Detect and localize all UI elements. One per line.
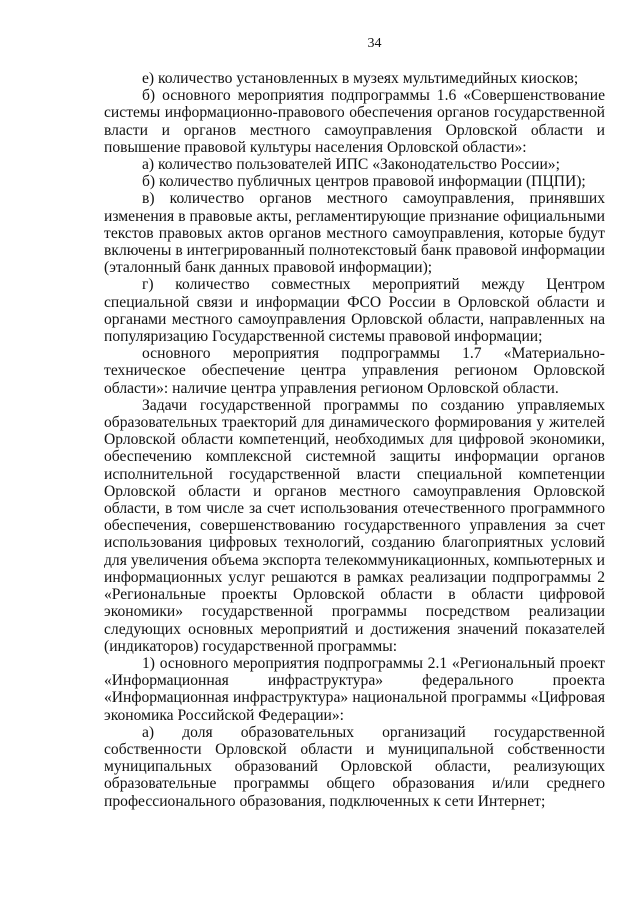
paragraph: основного мероприятия подпрограммы 1.7 «Материально-техническое обеспечение центра управления регионом Орловской области»: наличие центра управления регионом Орловской области. [104, 345, 605, 397]
paragraph: б) основного мероприятия подпрограммы 1.6 «Совершенствование системы информационно-правового обеспечения органов государственной власти и органов местного самоуправления Орловской области и повышение правовой культуры населения Орловской области»: [104, 87, 605, 156]
paragraph: Задачи государственной программы по созданию управляемых образовательных траекторий для динамического формирования у жителей Орловской области компетенций, необходимых для цифровой экономики, обеспечению комплексной системной защиты информации органов исполнительной государственной власти специальной компетенции Орловской области и органов местного самоуправления Орловской области, в том числе за счет использования отечественного программного обеспечения, совершенствованию государственного управления за счет использования цифровых технологий, созданию благоприятных условий для увеличения объема экспорта телекоммуникационных, компьютерных и информационных услуг решаются в рамках реализации подпрограммы 2 «Региональные проекты Орловской области в области цифровой экономики» государственной программы посредством реализации следующих основных мероприятий и достижения значений показателей (индикаторов) государственной программы: [104, 396, 605, 655]
paragraph: е) количество установленных в музеях мультимедийных киосков; [142, 70, 579, 87]
paragraph: в) количество органов местного самоуправления, принявших изменения в правовые акты, регламентирующие признание официальными текстов правовых актов органов местного самоуправления, которые будут включены в интегрированный полнотекстовый банк правовой информации (эталонный банк данных правовой информации); [104, 190, 605, 277]
paragraph: 1) основного мероприятия подпрограммы 2.1 «Региональный проект «Информационная инфраструктура» федерального проекта «Информационная инфраструктура» национальной программы «Цифровая экономика Российской Федерации»: [104, 654, 605, 724]
paragraph: г) количество совместных мероприятий между Центром специальной связи и информации ФСО России в Орловской области и органами местного самоуправления Орловской области, направленных на популяризацию Государственной системы правовой информации; [104, 276, 605, 346]
paragraph: а) количество пользователей ИПС «Законодательство России»; [142, 156, 560, 174]
paragraph: а) доля образовательных организаций государственной собственности Орловской области и муниципальной собственности муниципальных образований Орловской области, реализующих образовательные программы общего образования и/или среднего профессионального образования, подключенных к сети Интернет; [104, 723, 605, 810]
page-number: 34 [367, 36, 382, 51]
paragraph: б) количество публичных центров правовой информации (ПЦПИ); [142, 173, 586, 191]
